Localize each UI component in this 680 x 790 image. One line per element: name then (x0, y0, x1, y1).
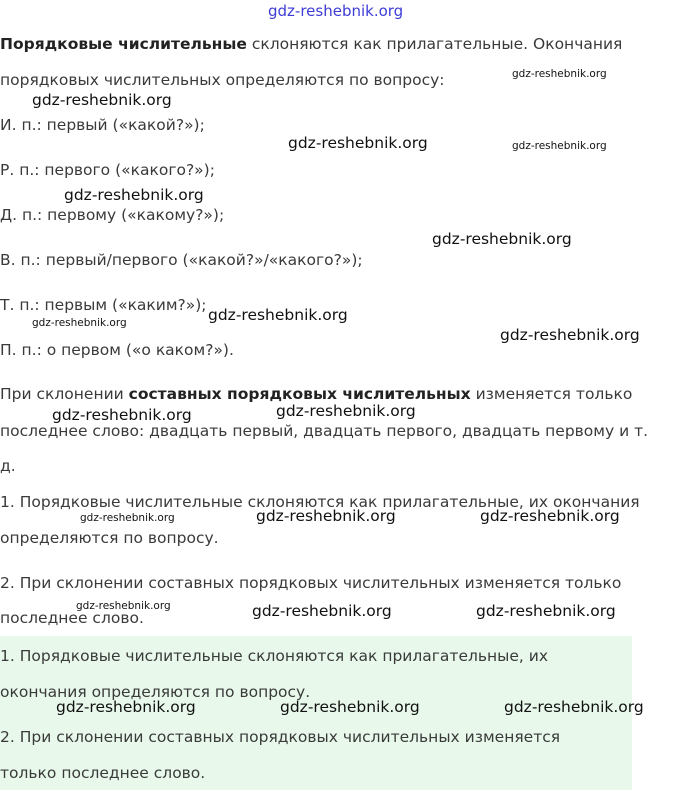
compound-pre: При склонении (0, 385, 129, 403)
summary-point-2-line-2: последнее слово. (0, 609, 144, 627)
watermark: gdz-reshebnik.org (32, 91, 172, 109)
intro-term: Порядковые числительные (0, 35, 247, 53)
highlight-point-1-line-1: 1. Порядковые числительные склоняются как прилагательные, их (0, 647, 549, 665)
watermark: gdz-reshebnik.org (476, 602, 616, 620)
watermark: gdz-reshebnik.org (288, 134, 428, 152)
intro-line-1 (0, 34, 622, 54)
case-accusative: В. п.: первый/первого («какой?»/«какого?»); (0, 251, 363, 269)
case-instrumental: Т. п.: первым («каким?»); (0, 296, 207, 314)
watermark: gdz-reshebnik.org (500, 326, 640, 344)
watermark: gdz-reshebnik.org (512, 68, 607, 80)
watermark: gdz-reshebnik.org (80, 512, 175, 524)
highlight-point-2-line-1: 2. При склонении составных порядковых числительных изменяется (0, 728, 561, 746)
watermark: gdz-reshebnik.org (432, 230, 572, 248)
case-genitive: Р. п.: первого («какого?»); (0, 161, 215, 179)
compound-post: изменяется только (470, 385, 633, 403)
case-dative: Д. п.: первому («какому?»); (0, 206, 225, 224)
watermark: gdz-reshebnik.org (32, 317, 127, 329)
compound-line-3: д. (0, 457, 16, 475)
case-prepositional: П. п.: о первом («о каком?»). (0, 341, 234, 359)
intro-line-2: порядковых числительных определяются по вопросу: (0, 71, 445, 89)
watermark: gdz-reshebnik.org (276, 402, 416, 420)
highlight-point-1-line-2: окончания определяются по вопросу. (0, 683, 311, 701)
compound-term: составных порядковых числительных (128, 385, 471, 403)
watermark: gdz-reshebnik.org (76, 600, 171, 612)
watermark: gdz-reshebnik.org (256, 507, 396, 525)
compound-line-2: последнее слово: двадцать первый, двадцать первого, двадцать первому и т. (0, 422, 649, 440)
watermark: gdz-reshebnik.org (480, 507, 620, 525)
highlight-point-2-line-2: только последнее слово. (0, 764, 206, 782)
watermark: gdz-reshebnik.org (208, 306, 348, 324)
watermark: gdz-reshebnik.org (280, 698, 420, 716)
case-nominative: И. п.: первый («какой?»); (0, 116, 205, 134)
intro-text: склоняются как прилагательные. Окончания (246, 35, 623, 53)
watermark: gdz-reshebnik.org (64, 186, 204, 204)
summary-point-1-line-1: 1. Порядковые числительные склоняются как прилагательные, их окончания (0, 493, 640, 511)
summary-point-1-line-2: определяются по вопросу. (0, 529, 219, 547)
watermark: gdz-reshebnik.org (52, 406, 192, 424)
watermark: gdz-reshebnik.org (56, 698, 196, 716)
watermark: gdz-reshebnik.org (252, 602, 392, 620)
site-header[interactable]: gdz-reshebnik.org (268, 2, 404, 20)
summary-point-2-line-1: 2. При склонении составных порядковых числительных изменяется только (0, 574, 622, 592)
compound-line-1 (0, 384, 632, 404)
watermark: gdz-reshebnik.org (504, 698, 644, 716)
watermark: gdz-reshebnik.org (512, 140, 607, 152)
